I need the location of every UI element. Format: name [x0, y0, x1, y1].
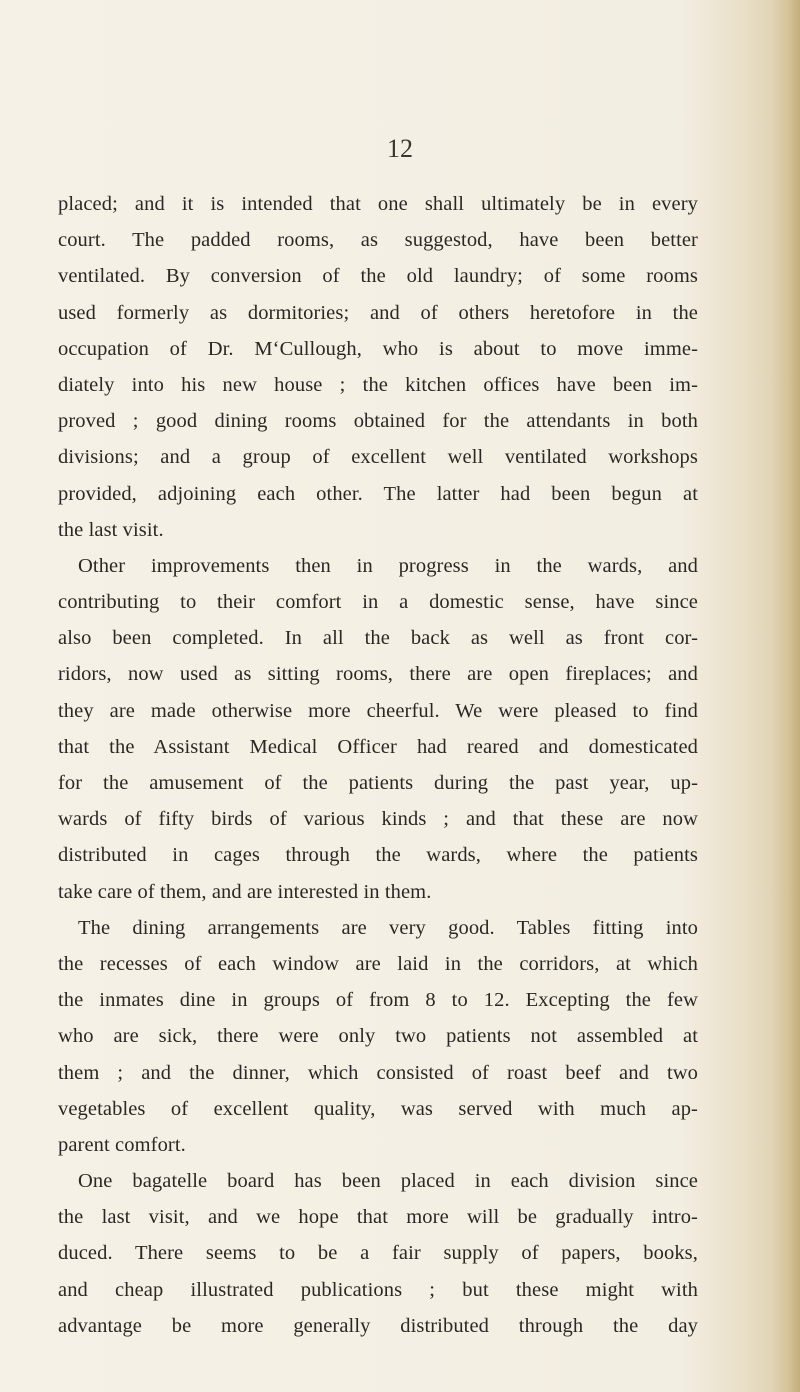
text-line: parent comfort. — [58, 1133, 186, 1156]
text-line: and cheap illustrated publications ; but these might with — [58, 1278, 698, 1301]
text-line: also been completed. In all the back as well as front cor- — [58, 627, 698, 650]
text-line: divisions; and a group of excellent well ventilated workshops — [58, 446, 698, 469]
text-line: duced. There seems to be a fair supply of papers, books, — [58, 1242, 698, 1265]
text-line: The dining arrangements are very good. Tables fitting into — [78, 916, 698, 939]
text-line: occupation of Dr. M‘Cullough, who is about to move imme- — [58, 337, 698, 360]
text-line: ridors, now used as sitting rooms, there are open fireplaces; and — [58, 663, 698, 686]
text-line: provided, adjoining each other. The latter had been begun at — [58, 482, 698, 505]
page-number: 12 — [387, 134, 413, 163]
text-line: wards of fifty birds of various kinds ; and that these are now — [58, 808, 698, 831]
text-line: the last visit. — [58, 518, 164, 541]
text-line: the last visit, and we hope that more will be gradually intro- — [58, 1206, 698, 1229]
text-line: the inmates dine in groups of from 8 to 12. Excepting the few — [58, 989, 698, 1012]
text-line: vegetables of excellent quality, was served with much ap- — [58, 1097, 698, 1120]
text-line: the recesses of each window are laid in the corridors, at which — [58, 952, 698, 975]
text-line: that the Assistant Medical Officer had reared and domesticated — [58, 735, 698, 758]
text-line: diately into his new house ; the kitchen offices have been im- — [58, 373, 698, 396]
text-line: advantage be more generally distributed through the day — [58, 1314, 698, 1337]
text-line: them ; and the dinner, which consisted of roast beef and two — [58, 1061, 698, 1084]
text-line: Other improvements then in progress in the wards, and — [78, 554, 698, 577]
text-line: placed; and it is intended that one shall ultimately be in every — [58, 193, 698, 215]
text-line: used formerly as dormitories; and of others heretofore in the — [58, 301, 698, 324]
text-line: who are sick, there were only two patients not assembled at — [58, 1025, 698, 1048]
text-line: take care of them, and are interested in them. — [58, 880, 432, 903]
text-line: One bagatelle board has been placed in each division since — [78, 1170, 698, 1193]
text-line: proved ; good dining rooms obtained for the attendants in both — [58, 410, 698, 433]
text-line: distributed in cages through the wards, where the patients — [58, 844, 698, 867]
text-line: ventilated. By conversion of the old laundry; of some rooms — [58, 265, 698, 288]
text-line: for the amusement of the patients during the past year, up- — [58, 772, 698, 794]
page-edge-shadow — [772, 0, 800, 1392]
text-line: they are made otherwise more cheerful. We were pleased to find — [58, 699, 698, 722]
body-text — [58, 186, 698, 1344]
text-line: court. The padded rooms, as suggestod, have been better — [58, 229, 698, 252]
text-line: contributing to their comfort in a domestic sense, have since — [58, 591, 698, 614]
